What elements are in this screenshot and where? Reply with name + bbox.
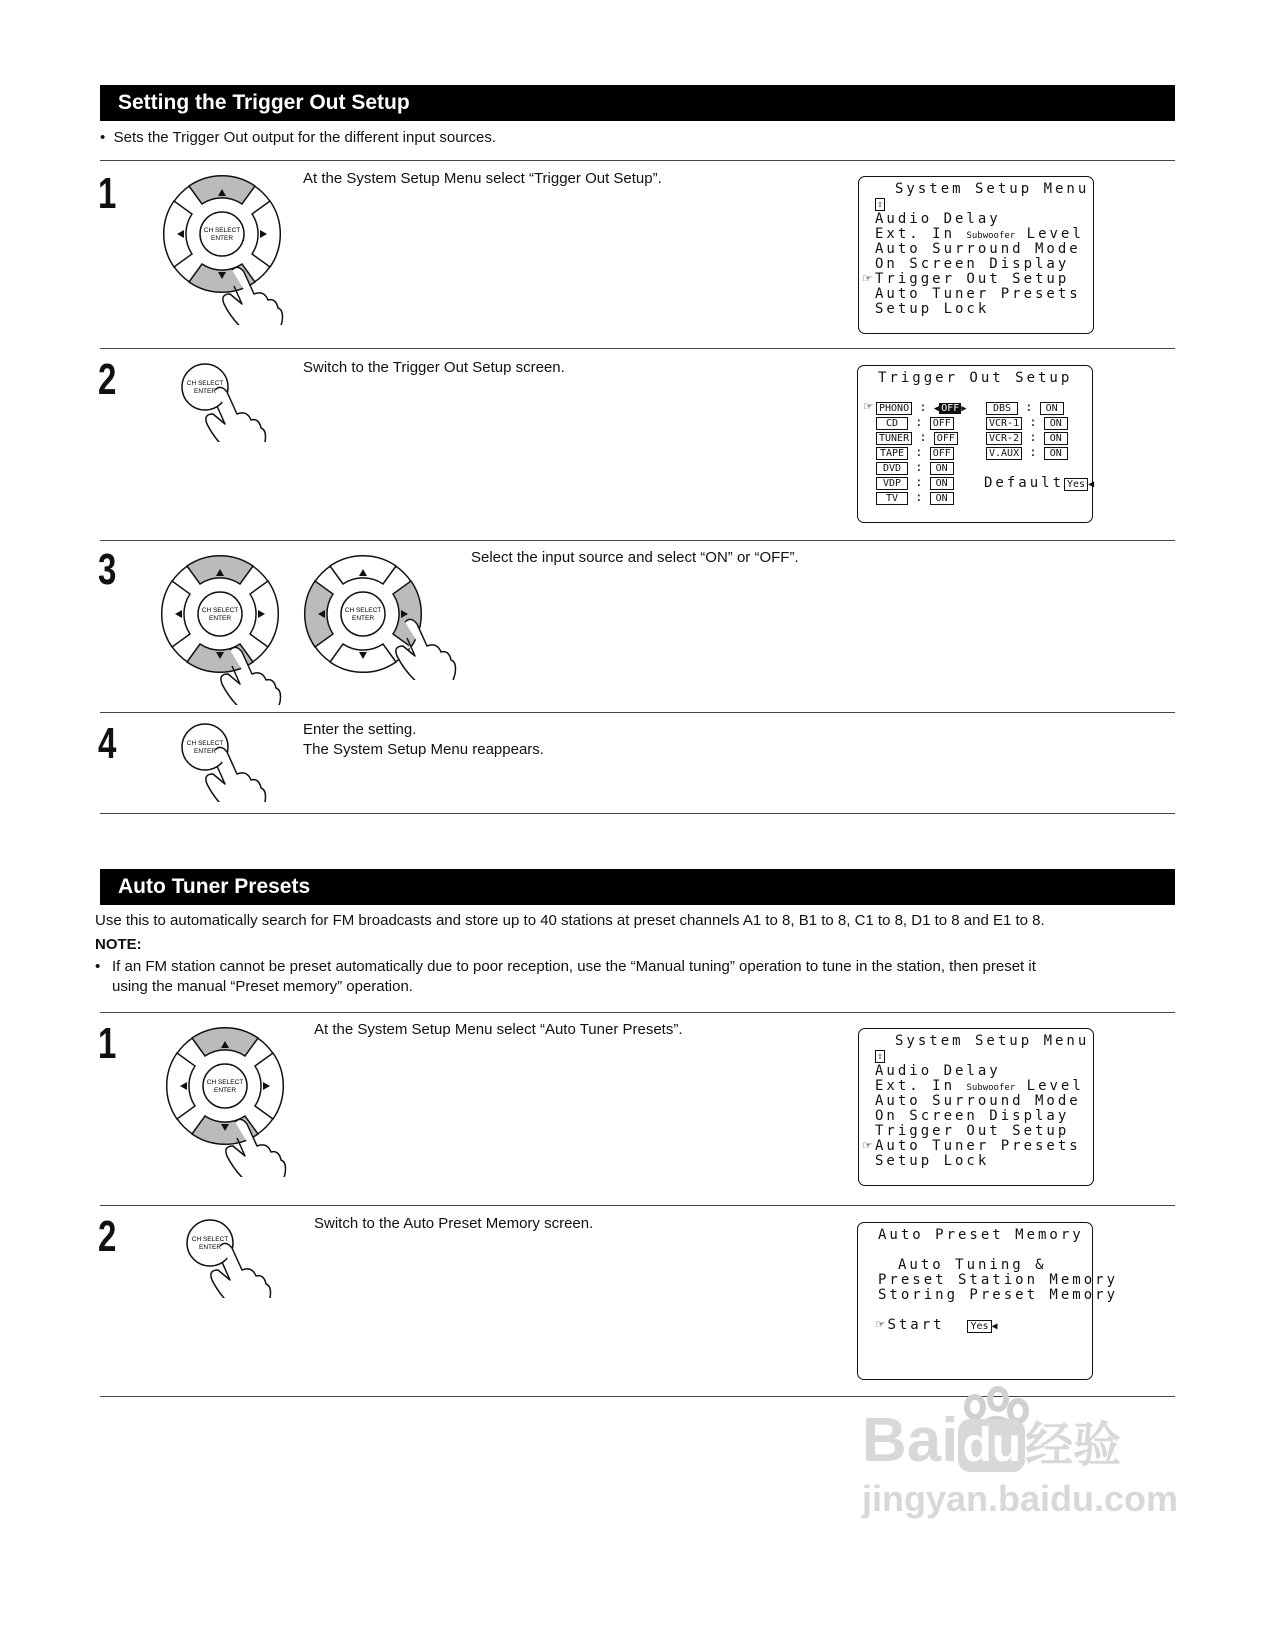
note-line2: using the manual “Preset memory” operation. [112,978,413,995]
enter-button-icon [180,1218,280,1298]
separator: : [1022,430,1044,444]
separator: : [1022,445,1044,459]
default-value[interactable]: Yes [1064,478,1088,491]
screen-title: Trigger Out Setup [878,370,1073,386]
remote-enter-label: ENTER [213,1087,237,1094]
menu-item-part: Level [1015,1078,1084,1094]
divider [100,1205,1175,1206]
menu-item[interactable]: Setup Lock [875,301,990,317]
step-text: Select the input source and select “ON” or “OFF”. [471,549,799,566]
menu-item-selected[interactable]: Auto Tuner Presets [875,1138,1081,1154]
step-number: 3 [98,545,117,594]
trigger-row[interactable] [986,415,1068,431]
menu-item-part: Level [1015,226,1084,242]
menu-cursor-icon: ☞ [863,271,875,287]
section2-intro: Use this to automatically search for FM broadcasts and store up to 40 stations at preset channels A1 to 8, B1 to 8, C1 to 8, D1 to 8 and E1 to 8. [95,912,1045,929]
menu-item-small: Subwoofer [966,231,1016,241]
trigger-row[interactable] [864,490,954,506]
trigger-value[interactable]: OFF [934,432,958,445]
trigger-source: TAPE [876,447,908,460]
auto-preset-memory-screen [857,1222,1119,1380]
trigger-value[interactable]: ON [1040,402,1064,415]
trigger-row[interactable] [864,445,954,461]
system-setup-menu-screen [858,1028,1094,1186]
divider [100,348,1175,349]
remote-enter-label: ENTER [210,235,234,242]
remote-dpad-icon [150,550,300,705]
row-cursor-icon: ☞ [864,399,873,415]
watermark-brand [862,1406,1122,1475]
trigger-value[interactable]: ON [930,492,954,505]
screen-line: Auto Tuning & [898,1257,1047,1273]
scroll-up-icon: ⇧ [877,1051,884,1062]
menu-item[interactable]: Audio Delay [875,1063,1001,1079]
separator: : [1022,415,1044,429]
step-number: 4 [98,719,117,768]
note-line1: If an FM station cannot be preset automatically due to poor reception, use the “Manual tuning” operation to tune in the station, then preset it [112,958,1036,975]
trigger-source: DVD [876,462,908,475]
watermark-url: jingyan.baidu.com [862,1478,1179,1519]
divider [100,1012,1175,1013]
divider [100,813,1175,814]
separator: : [1018,400,1040,414]
remote-enter-label: ENTER [351,615,375,622]
arrow-left-icon: ◀ [933,404,940,414]
remote-ch-select-label: CH SELECT [344,607,382,614]
menu-item-part: Ext. In [875,226,967,242]
remote-enter-label: ENTER [193,748,217,755]
trigger-row[interactable] [864,415,954,431]
separator: : [912,400,934,414]
remote-enter-label: ENTER [198,1244,222,1251]
menu-item-part: Ext. In [875,1078,967,1094]
default-label: Default [984,475,1065,491]
divider [100,712,1175,713]
menu-cursor-icon: ☞ [876,1317,888,1333]
trigger-row[interactable] [864,430,958,446]
separator: : [912,430,934,444]
trigger-value[interactable]: OFF [941,403,960,414]
remote-ch-select-label: CH SELECT [201,607,239,614]
step-number: 1 [98,169,117,218]
remote-ch-select-label: CH SELECT [203,227,241,234]
trigger-value[interactable]: ON [930,477,954,490]
separator: : [908,490,930,504]
watermark-bai: Bai [862,1406,959,1475]
arrow-left-icon: ◀ [1088,479,1095,490]
step-text: At the System Setup Menu select “Auto Tuner Presets”. [314,1021,683,1038]
screen-line: Preset Station Memory [878,1272,1119,1288]
menu-item[interactable]: On Screen Display [875,256,1070,272]
screen-line: Storing Preset Memory [878,1287,1119,1303]
remote-ch-select-label: CH SELECT [206,1079,244,1086]
remote-ch-select-label: CH SELECT [186,740,224,747]
enter-button-icon [175,362,275,442]
watermark-jingyan: 经验 [1025,1417,1122,1473]
step-text-line2: The System Setup Menu reappears. [303,741,544,758]
remote-ch-select-label: CH SELECT [186,380,224,387]
step-number: 1 [98,1019,117,1068]
start-value[interactable]: Yes [967,1320,991,1333]
remote-ch-select-label: CH SELECT [191,1236,229,1243]
separator: : [908,445,930,459]
note-bullet: • [95,958,101,975]
trigger-source: PHONO [876,402,912,415]
menu-item[interactable]: Audio Delay [875,211,1001,227]
trigger-out-setup-screen [857,365,1093,523]
divider [100,160,1175,161]
default-row[interactable] [984,476,1094,493]
trigger-source: V.AUX [986,447,1022,460]
start-row[interactable] [876,1318,998,1335]
menu-cursor-icon: ☞ [863,1138,875,1154]
section1-intro: • Sets the Trigger Out output for the different input sources. [100,129,497,146]
step-text: Switch to the Auto Preset Memory screen. [314,1215,594,1232]
menu-item[interactable]: Trigger Out Setup [875,1123,1070,1139]
watermark-du: du [958,1419,1025,1472]
system-setup-menu-screen [858,176,1094,334]
trigger-row[interactable] [864,475,954,491]
trigger-row[interactable] [986,400,1064,416]
trigger-value[interactable]: ON [1044,447,1068,460]
trigger-value[interactable]: OFF [930,417,954,430]
trigger-value[interactable]: ON [1044,432,1068,445]
trigger-row[interactable] [986,430,1068,446]
trigger-source: VCR-2 [986,432,1022,445]
step-number: 2 [98,1212,117,1261]
section-title-trigger-out: Setting the Trigger Out Setup [100,85,1175,121]
trigger-value[interactable]: ON [1044,417,1068,430]
menu-item-small: Subwoofer [966,1083,1016,1093]
trigger-value[interactable]: OFF [930,447,954,460]
arrow-right-icon: ▶ [961,404,967,414]
menu-title: System Setup Menu [895,181,1090,197]
screen-title: Auto Preset Memory [878,1227,1084,1243]
menu-title: System Setup Menu [895,1033,1090,1049]
separator: : [908,415,930,429]
trigger-source: VCR-1 [986,417,1022,430]
remote-dpad-icon [155,1022,305,1177]
remote-enter-label: ENTER [208,615,232,622]
note-label: NOTE: [95,936,142,953]
trigger-value[interactable]: ON [930,462,954,475]
separator: : [908,475,930,489]
menu-item[interactable]: Auto Surround Mode [875,241,1081,257]
menu-item-selected[interactable]: Trigger Out Setup [875,271,1070,287]
trigger-source: VDP [876,477,908,490]
arrow-left-icon: ◀ [991,1321,998,1332]
remote-enter-label: ENTER [193,388,217,395]
separator: : [908,460,930,474]
enter-button-icon [175,722,275,802]
menu-item[interactable]: On Screen Display [875,1108,1070,1124]
divider [100,540,1175,541]
scroll-up-icon: ⇧ [877,199,884,210]
menu-item[interactable]: Setup Lock [875,1153,990,1169]
trigger-row[interactable] [864,460,954,476]
step-text-line1: Enter the setting. [303,721,417,738]
step-text: At the System Setup Menu select “Trigger Out Setup”. [303,170,662,187]
start-label: Start [887,1317,945,1333]
trigger-source: DBS [986,402,1018,415]
trigger-row[interactable] [986,445,1068,461]
menu-item[interactable]: Auto Surround Mode [875,1093,1081,1109]
remote-dpad-left-right-icon [295,550,460,680]
section-title-auto-tuner: Auto Tuner Presets [100,869,1175,905]
step-text: Switch to the Trigger Out Setup screen. [303,359,565,376]
step-number: 2 [98,355,117,404]
trigger-source: CD [876,417,908,430]
trigger-source: TUNER [876,432,912,445]
remote-dpad-icon [150,170,300,325]
menu-item[interactable]: Auto Tuner Presets [875,286,1081,302]
trigger-source: TV [876,492,908,505]
section1-intro-text: Sets the Trigger Out output for the different input sources. [113,129,497,146]
